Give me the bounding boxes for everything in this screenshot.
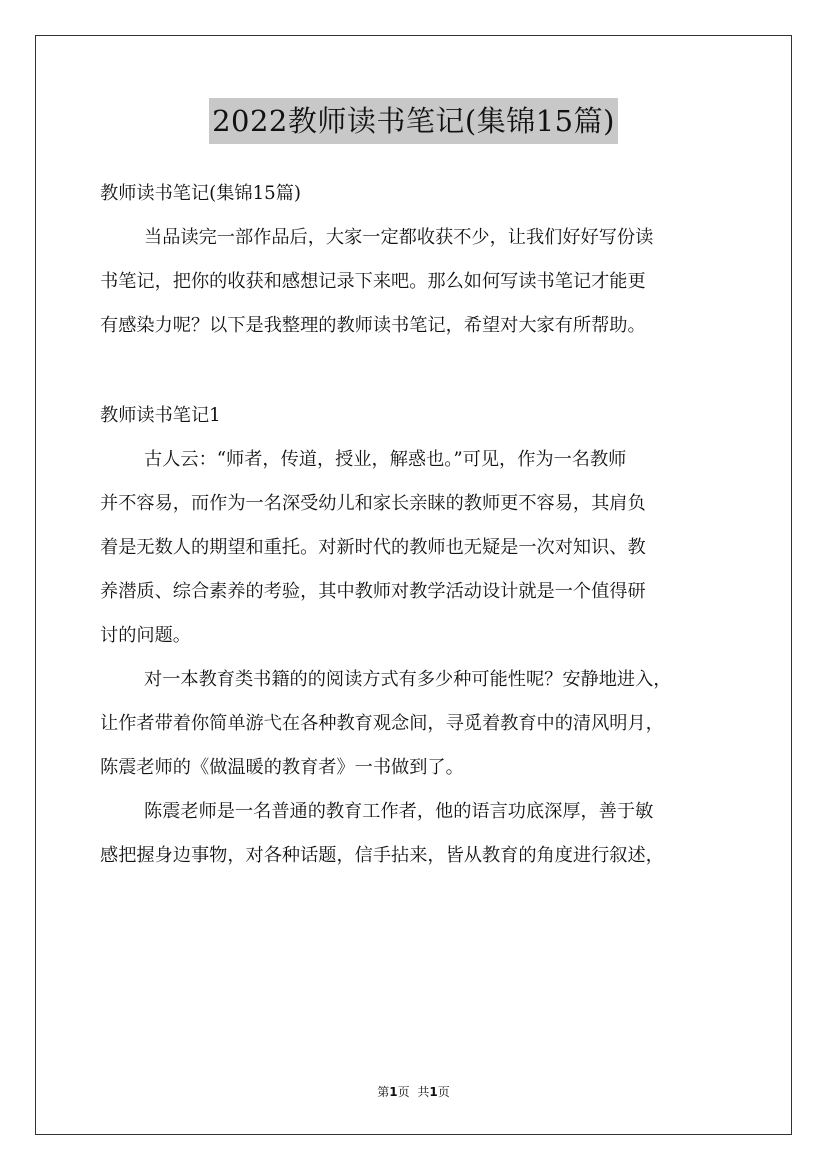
para1-line-3: 着是无数人的期望和重托。对新时代的教师也无疑是一次对知识、教 xyxy=(100,537,646,558)
para3-line-2: 感把握身边事物，对各种话题，信手拈来，皆从教育的角度进行叙述， xyxy=(100,845,664,866)
para1-line-1: 古人云：“师者，传道，授业，解惑也。”可见，作为一名教师 xyxy=(144,449,627,470)
document-title: 2022教师读书笔记(集锦15篇) xyxy=(209,98,618,144)
document-subtitle: 教师读书笔记(集锦15篇) xyxy=(100,183,302,204)
section-heading: 教师读书笔记1 xyxy=(100,405,221,426)
total-prefix: 共 xyxy=(417,1085,430,1099)
page-footer xyxy=(0,1084,827,1100)
page-prefix: 第 xyxy=(377,1085,390,1099)
para3-line-1: 陈震老师是一名普通的教育工作者，他的语言功底深厚，善于敏 xyxy=(144,801,654,822)
para1-line-5: 讨的问题。 xyxy=(100,625,191,646)
page-suffix: 页 xyxy=(397,1085,410,1099)
total-pages: 1 xyxy=(429,1085,438,1099)
document-body xyxy=(100,172,740,878)
para2-line-3: 陈震老师的《做温暖的教育者》一书做到了。 xyxy=(100,757,464,778)
para1-line-4: 养潜质、综合素养的考验，其中教师对教学活动设计就是一个值得研 xyxy=(100,581,646,602)
intro-line-3: 有感染力呢？以下是我整理的教师读书笔记，希望对大家有所帮助。 xyxy=(100,315,646,336)
para2-line-2: 让作者带着你简单游弋在各种教育观念间，寻觅着教育中的清风明月， xyxy=(100,713,664,734)
intro-line-1: 当品读完一部作品后，大家一定都收获不少，让我们好好写份读 xyxy=(144,227,654,248)
total-suffix: 页 xyxy=(437,1085,450,1099)
page-number: 1 xyxy=(389,1085,398,1099)
para2-line-1: 对一本教育类书籍的的阅读方式有多少种可能性呢？安静地进入， xyxy=(144,669,672,690)
para1-line-2: 并不容易，而作为一名深受幼儿和家长亲睐的教师更不容易，其肩负 xyxy=(100,493,646,514)
title-wrap xyxy=(0,98,827,144)
intro-line-2: 书笔记，把你的收获和感想记录下来吧。那么如何写读书笔记才能更 xyxy=(100,271,646,292)
